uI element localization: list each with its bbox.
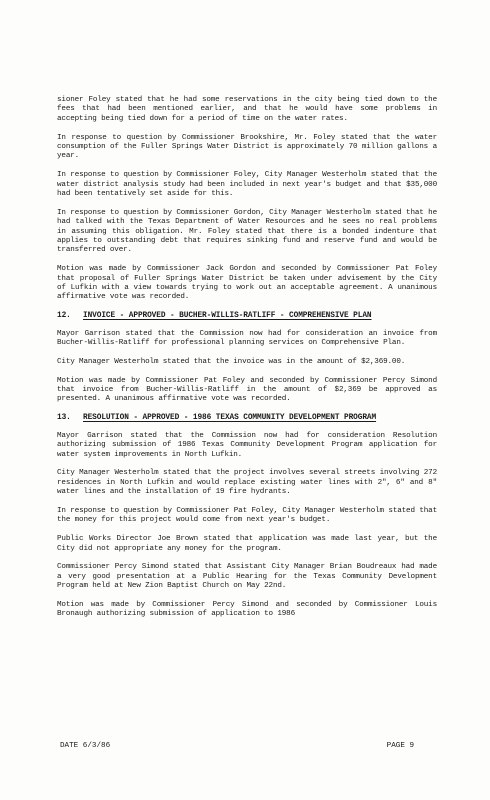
section-heading	[57, 414, 437, 423]
paragraph: City Manager Westerholm stated that the project involves several streets involving 272 residences in North Lufkin and would replace existing water lines with 2", 6" and 8" water lines and the installation of 19 fire hydrants.	[57, 469, 437, 497]
paragraph: In response to question by Commissioner Brookshire, Mr. Foley stated that the water consumption of the Fuller Springs Water District is approximately 70 million gallons a year.	[57, 133, 437, 161]
paragraph: Mayor Garrison stated that the Commission now had for consideration an invoice from Bucher-Willis-Ratliff for professional planning services on Comprehensive Plan.	[57, 329, 437, 348]
paragraph: City Manager Westerholm stated that the invoice was in the amount of $2,369.00.	[57, 357, 406, 366]
section-title: RESOLUTION - APPROVED - 1986 TEXAS COMMUNITY DEVELOPMENT PROGRAM	[83, 414, 377, 423]
section-number: 12.	[57, 312, 71, 321]
section-number: 13.	[57, 414, 71, 423]
paragraph: Motion was made by Commissioner Jack Gordon and seconded by Commissioner Pat Foley that proposal of Fuller Springs Water District be taken under advisement by the City of Lufkin with a view towards trying to work out an acceptable agreement. A unanimous affirmative vote was recorded.	[57, 265, 437, 302]
section-heading	[57, 312, 437, 321]
paragraph: Motion was made by Commissioner Percy Simond and seconded by Commissioner Louis Bronaugh authorizing submission of application to 1986	[57, 600, 437, 619]
footer-page-number: PAGE 9	[386, 742, 414, 750]
paragraph: Mayor Garrison stated that the Commission now had for consideration Resolution authorizing submission of 1986 Texas Community Development Program application for water system improvements in North Lufkin.	[57, 431, 437, 459]
page-footer	[60, 742, 440, 750]
paragraph: In response to question by Commissioner Foley, City Manager Westerholm stated that the water district analysis study had been included in next year's budget and that $35,000 had been tentatively set aside for this.	[57, 171, 437, 199]
minutes-body	[57, 96, 437, 629]
paragraph: In response to question by Commissioner Gordon, City Manager Westerholm stated that he had talked with the Texas Department of Water Resources and he sees no real problems in assuming this obligation. Mr. Foley stated that there is a bonded indenture that applies to outstanding debt that requires sinking fund and reserve fund and would be transferred over.	[57, 208, 437, 255]
paragraph: In response to question by Commissioner Pat Foley, City Manager Westerholm stated that the money for this project would come from next year's budget.	[57, 506, 437, 525]
section-title: INVOICE - APPROVED - BUCHER-WILLIS-RATLIFF - COMPREHENSIVE PLAN	[83, 312, 372, 321]
paragraph: Public Works Director Joe Brown stated that application was made last year, but the City did not appropriate any money for the program.	[57, 535, 437, 553]
paragraph: sioner Foley stated that he had some reservations in the city being tied down to the fees that had been mentioned earlier, and that he would have some problems in accepting being tied down for a period of time on the water rates.	[57, 96, 437, 123]
paragraph: Motion was made by Commissioner Pat Foley and seconded by Commissioner Percy Simond that invoice from Bucher-Willis-Ratliff in the amount of $2,369 be approved as presented. A unanimous affirmative vote was recorded.	[57, 376, 437, 404]
paragraph: Commissioner Percy Simond stated that Assistant City Manager Brian Boudreaux had made a very good presentation at a Public Hearing for the Texas Community Development Program held at New Zion Baptist Church on May 22nd.	[57, 563, 437, 591]
footer-date: DATE 6/3/86	[60, 742, 111, 750]
